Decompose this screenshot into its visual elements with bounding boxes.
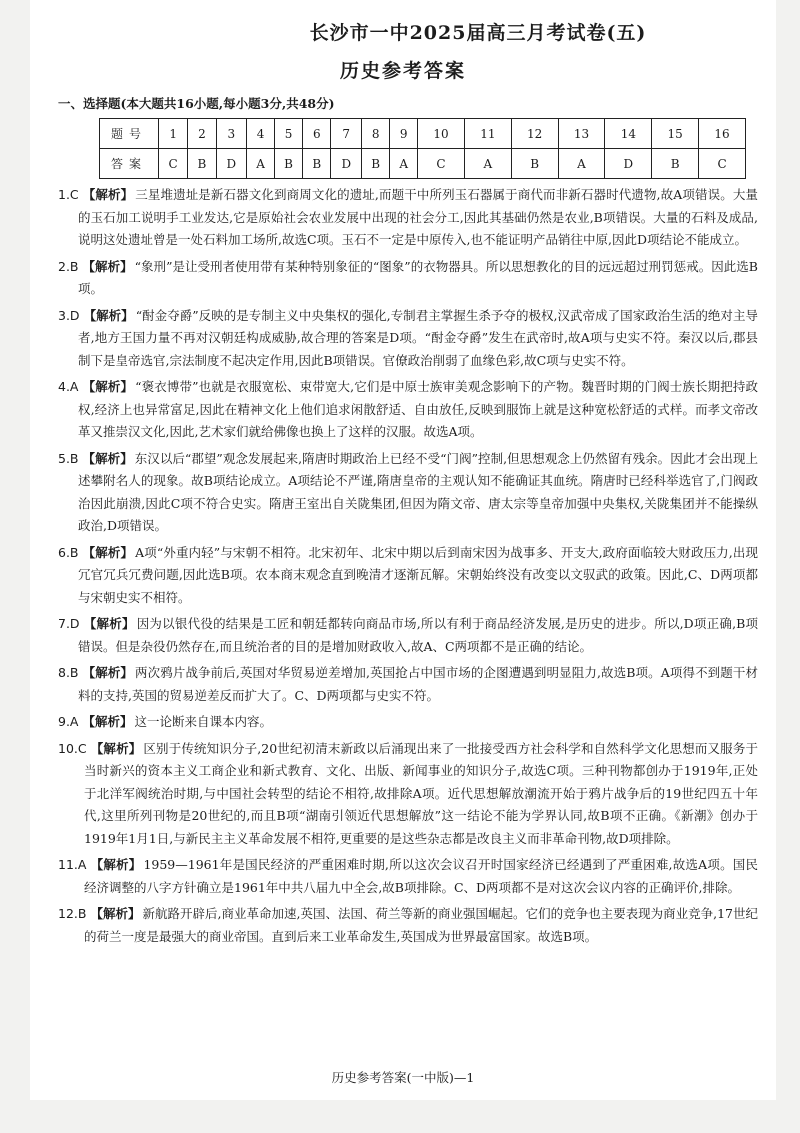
explanation-item [58,903,758,948]
item-number: 12.B [58,906,87,921]
item-number: 8.B [58,665,79,680]
item-text: A项“外重内轻”与宋朝不相符。北宋初年、北宋中期以后到南宋因为战事多、开支大,政府面临较大财政压力,出现冗官冗兵冗费问题,因此选B项。农本商末观念直到晚清才逐渐瓦解。宋朝始终没有改变以文驭武的政策。因此,C、D两项都与宋朝史实不相符。 [78,544,758,605]
analysis-tag: 【解析】 [90,740,142,756]
explanation-item [58,613,758,658]
question-number: 16 [699,119,746,149]
answer-cell: D [331,149,362,179]
explanation-item [58,256,758,301]
question-number-row [100,119,746,149]
question-number: 1 [159,119,188,149]
item-text: 东汉以后“郡望”观念发展起来,隋唐时期政治上已经不受“门阀”控制,但思想观念上仍然留有残余。因此才会出现上述攀附名人的现象。故B项结论成立。A项结论不严谨,隋唐皇帝的主观认知不能确证其血统。隋唐时已经科举选官了,门阀政治因此崩溃,因此C项不符合史实。隋唐王室出自关陇集团,但因为隋文帝、唐太宗等皇帝加强中央集权,关陇集团并不能操纵政治,D项错误。 [78,450,758,533]
answer-cell: B [511,149,558,179]
question-number: 9 [390,119,418,149]
item-text: “酎金夺爵”反映的是专制主义中央集权的强化,专制君主掌握生杀予夺的极权,汉武帝成了国家政治生活的绝对主导者,地方王国力量不再对汉朝廷构成威胁,故合理的答案是D项。“酎金夺爵”发生在武帝时,故A项与史实不符。秦汉以后,郡县制下是皇帝选官,宗法制度不起决定作用,因此B项错误。官僚政治削弱了血缘色彩,故C项与史实不符。 [78,307,758,368]
explanation-item [58,854,758,899]
analysis-tag: 【解析】 [82,258,133,274]
explanation-item [58,376,758,444]
answer-cell: C [418,149,465,179]
analysis-tag: 【解析】 [82,714,133,729]
analysis-tag: 【解析】 [90,857,142,872]
answer-cell: B [274,149,302,179]
question-number: 4 [247,119,275,149]
answer-cell: D [605,149,652,179]
analysis-tag: 【解析】 [90,906,141,921]
analysis-tag: 【解析】 [82,187,134,202]
item-number: 1.C [58,187,79,202]
item-number: 5.B [58,450,79,466]
item-text: 三星堆遗址是新石器文化到商周文化的遗址,而题干中所列玉石器属于商代而非新石器时代遗物,故A项错误。大量的玉石加工说明手工业发达,它是原始社会农业发展中出现的社会分工,因此其基础仍然是农业,B项错误。大量的石料及成品,说明这处遗址曾是一处石料加工场所,故选C项。玉石不一定是中原传入,也不能证明产品销往中原,因此D项结论不能成立。 [78,187,758,247]
item-number: 10.C [58,740,87,756]
question-number: 8 [362,119,390,149]
item-number: 11.A [58,857,87,872]
answer-key-title: 历史参考答案 [339,60,466,82]
question-number: 10 [418,119,465,149]
answer-row [100,149,746,179]
question-number: 13 [558,119,605,149]
answer-sheet-page [30,0,776,1100]
explanation-item [58,711,758,734]
answer-cell: A [247,149,275,179]
analysis-tag: 【解析】 [82,379,134,394]
answer-cell: B [188,149,216,179]
question-number: 15 [652,119,699,149]
row-label-answers: 答案 [100,149,159,179]
answer-cell: A [390,149,418,179]
answer-cell: B [303,149,331,179]
question-number: 11 [464,119,511,149]
answer-cell: B [362,149,390,179]
item-text: 区别于传统知识分子,20世纪初清末新政以后涌现出来了一批接受西方社会科学和自然科学文化思想而又服务于当时新兴的资本主义工商企业和新式教育、文化、出版、新闻事业的知识分子,故选C项。三种刊物都创办于1919年,正处于北洋军阀统治时期,与中国社会转型的结论不相符,故排除A项。近代思想解放潮流开始于鸦片战争后的19世纪四五十年代,这里所列刊物是20世纪的,而且B项“湖南引领近代思想解放”这一结论不能为学界认同,故B项不正确。《新潮》创办于1919年1月1日,与新民主主义革命发展不相符,更重要的是这些杂志都是改良主义而非革命刊物,故D项排除。 [84,740,758,846]
analysis-tag: 【解析】 [82,544,134,560]
question-number: 3 [216,119,247,149]
explanation-item [58,738,758,851]
item-text: 1959—1961年是国民经济的严重困难时期,所以这次会议召开时国家经济已经遇到了严重困难,故选A项。国民经济调整的八字方针确立是1961年中共八届九中全会,故B项排除。C、D两项都不是对这次会议内容的正确评价,排除。 [84,857,758,895]
answer-table [99,118,746,179]
answer-cell: C [699,149,746,179]
item-number: 4.A [58,379,79,394]
page-footer: 历史参考答案(一中版)—1 [331,1070,475,1085]
question-number: 12 [511,119,558,149]
item-text: 这一论断来自课本内容。 [134,714,273,729]
explanation-list [58,184,758,952]
explanation-item [58,184,758,252]
question-number: 7 [331,119,362,149]
question-number: 5 [274,119,302,149]
item-number: 3.D [58,307,80,323]
item-text: 新航路开辟后,商业革命加速,英国、法国、荷兰等新的商业强国崛起。它们的竞争也主要表现为商业竞争,17世纪的荷兰一度是最强大的商业帝国。直到后来工业革命发生,英国成为世界最富国家。故选B项。 [84,906,758,944]
analysis-tag: 【解析】 [83,307,134,323]
item-text: 两次鸦片战争前后,英国对华贸易逆差增加,英国抢占中国市场的企图遭遇到明显阻力,故选B项。A项得不到题干材料的支持,英国的贸易逆差反而扩大了。C、D两项都与史实不符。 [78,665,758,703]
item-number: 9.A [58,714,79,729]
answer-cell: A [464,149,511,179]
analysis-tag: 【解析】 [82,665,134,680]
item-text: “褒衣博带”也就是衣服宽松、束带宽大,它们是中原士族审美观念影响下的产物。魏晋时期的门阀士族长期把持政权,经济上也异常富足,因此在精神文化上他们追求闲散舒适、自由放任,反映到服饰上就是这种宽松舒适的式样。而孝文帝改革又推崇汉文化,因此,艺术家们就给佛像也换上了这样的汉服。故选A项。 [78,379,758,439]
item-text: 因为以银代役的结果是工匠和朝廷都转向商品市场,所以有利于商品经济发展,是历史的进步。所以,D项正确,B项错误。但是杂役仍然存在,而且统治者的目的是增加财政收入,故A、C两项都不是正确的结论。 [78,616,758,654]
exam-title: 长沙市一中2025届高三月考试卷(五) [309,22,647,44]
item-number: 7.D [58,616,80,631]
explanation-item [58,448,758,538]
item-number: 6.B [58,544,79,560]
answer-cell: D [216,149,247,179]
item-text: “象刑”是让受刑者使用带有某种特别象征的“图象”的衣物器具。所以思想教化的目的远远超过刑罚惩戒。因此选B项。 [78,258,758,296]
explanation-item [58,305,758,373]
answer-cell: B [652,149,699,179]
explanation-item [58,542,758,610]
question-number: 14 [605,119,652,149]
row-label-numbers: 题号 [100,119,159,149]
section-heading: 一、选择题(本大题共16小题,每小题3分,共48分) [58,96,335,111]
item-number: 2.B [58,258,79,274]
answer-cell: A [558,149,605,179]
question-number: 2 [188,119,216,149]
analysis-tag: 【解析】 [82,450,133,466]
explanation-item [58,662,758,707]
answer-cell: C [159,149,188,179]
question-number: 6 [303,119,331,149]
analysis-tag: 【解析】 [83,616,135,631]
